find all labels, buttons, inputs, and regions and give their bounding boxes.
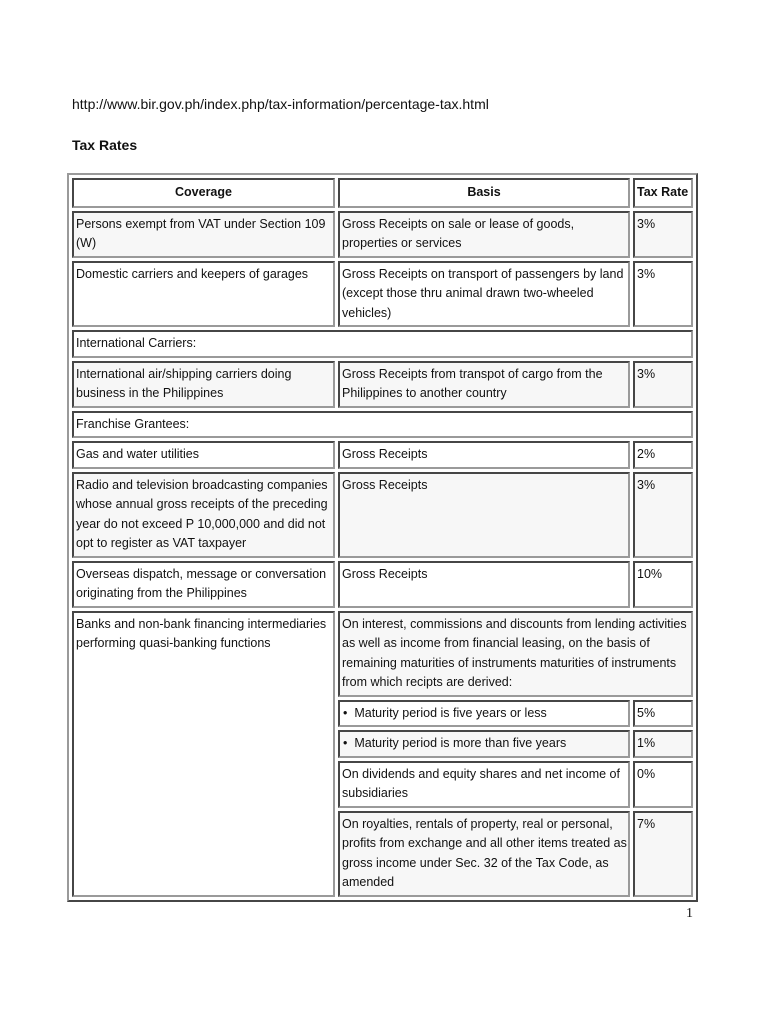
- basis-cell: Gross Receipts: [338, 441, 630, 469]
- rate-cell: 3%: [633, 472, 693, 558]
- table-row: [72, 472, 693, 558]
- section-label-franchise: Franchise Grantees:: [72, 411, 693, 439]
- source-url: http://www.bir.gov.ph/index.php/tax-information/percentage-tax.html: [72, 96, 489, 112]
- basis-cell: Gross Receipts: [338, 561, 630, 608]
- page-heading: Tax Rates: [72, 137, 138, 153]
- basis-cell: On dividends and equity shares and net income of subsidiaries: [338, 761, 630, 808]
- basis-cell: [338, 730, 630, 758]
- table-row: [72, 361, 693, 408]
- rate-cell: 3%: [633, 361, 693, 408]
- rate-cell: 7%: [633, 811, 693, 897]
- section-row: [72, 330, 693, 358]
- rate-cell: 1%: [633, 730, 693, 758]
- basis-cell: Gross Receipts on sale or lease of goods, properties or services: [338, 211, 630, 258]
- table-header-row: [72, 178, 693, 208]
- basis-cell: Gross Receipts from transpot of cargo from the Philippines to another country: [338, 361, 630, 408]
- coverage-cell: Persons exempt from VAT under Section 109 (W): [72, 211, 335, 258]
- basis-cell: Gross Receipts: [338, 472, 630, 558]
- rate-cell: 3%: [633, 261, 693, 328]
- basis-cell: Gross Receipts on transport of passengers by land (except those thru animal drawn two-wheeled vehicles): [338, 261, 630, 328]
- basis-cell: [338, 700, 630, 728]
- bullet-mark: •: [343, 705, 348, 720]
- header-coverage: Coverage: [72, 178, 335, 208]
- coverage-cell: Overseas dispatch, message or conversation originating from the Philippines: [72, 561, 335, 608]
- section-label-international: International Carriers:: [72, 330, 693, 358]
- coverage-cell: International air/shipping carriers doing business in the Philippines: [72, 361, 335, 408]
- page-number: 1: [686, 906, 693, 921]
- basis-cell: On royalties, rentals of property, real or personal, profits from exchange and all other items treated as gross income under Sec. 32 of the Tax Code, as amended: [338, 811, 630, 897]
- rate-cell: 0%: [633, 761, 693, 808]
- rate-cell: 3%: [633, 211, 693, 258]
- maturity-long-label: Maturity period is more than five years: [354, 736, 567, 750]
- coverage-cell: Radio and television broadcasting companies whose annual gross receipts of the preceding year do not exceed P 10,000,000 and did not opt to register as VAT taxpayer: [72, 472, 335, 558]
- table-row: [72, 261, 693, 328]
- rate-cell: 10%: [633, 561, 693, 608]
- bullet-mark: •: [343, 736, 348, 750]
- coverage-cell: Domestic carriers and keepers of garages: [72, 261, 335, 328]
- maturity-short-label: Maturity period is five years or less: [354, 705, 547, 720]
- header-basis: Basis: [338, 178, 630, 208]
- coverage-cell: Banks and non-bank financing intermediaries performing quasi-banking functions: [72, 611, 335, 897]
- table-row: [72, 441, 693, 469]
- coverage-cell: Gas and water utilities: [72, 441, 335, 469]
- tax-rates-table: [67, 173, 698, 902]
- table-row: [72, 611, 693, 697]
- rate-cell: 5%: [633, 700, 693, 728]
- table-row: [72, 561, 693, 608]
- section-row: [72, 411, 693, 439]
- rate-cell: 2%: [633, 441, 693, 469]
- table-row: [72, 211, 693, 258]
- header-tax-rate: Tax Rate: [633, 178, 693, 208]
- basis-intro-cell: On interest, commissions and discounts from lending activities as well as income from financial leasing, on the basis of remaining maturities of instruments maturities of instruments from which recipts are derived:: [338, 611, 693, 697]
